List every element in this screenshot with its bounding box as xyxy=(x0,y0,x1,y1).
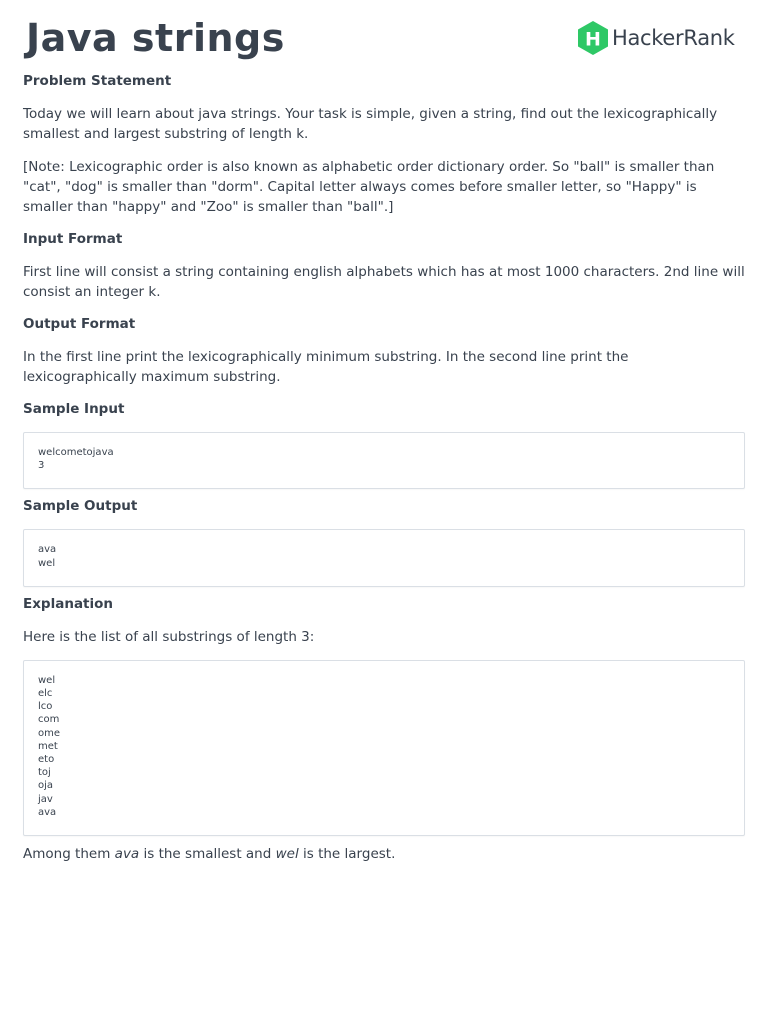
output-format-heading: Output Format xyxy=(23,316,136,332)
input-format-section xyxy=(23,230,745,302)
sample-input-section xyxy=(23,400,745,489)
sample-output-heading: Sample Output xyxy=(23,498,138,515)
code-line: eto xyxy=(38,754,55,766)
largest-substring: wel xyxy=(275,846,299,863)
explanation-conclusion xyxy=(23,844,745,864)
sample-output-section xyxy=(23,497,745,586)
output-format-section xyxy=(23,315,745,387)
code-line: oja xyxy=(38,780,54,792)
page-title: Java strings xyxy=(26,16,285,60)
code-line: toj xyxy=(38,767,51,779)
explanation-section xyxy=(23,595,745,864)
sample-output-codebox[interactable] xyxy=(23,529,745,586)
code-line: wel xyxy=(38,557,56,569)
code-line: elc xyxy=(38,688,53,700)
problem-statement-text: Today we will learn about java strings. Your task is simple, given a string, find out the lexicographically smallest and largest substring of length k. xyxy=(23,106,718,142)
explanation-heading: Explanation xyxy=(23,595,114,612)
conclusion-text: is the smallest and xyxy=(139,846,276,863)
code-line: jav xyxy=(38,793,53,805)
conclusion-text: Among them xyxy=(23,846,115,863)
hackerrank-hexagon-icon xyxy=(576,20,610,56)
lexicographic-note: [Note: Lexicographic order is also known as alphabetic order dictionary order. So "ball" is smaller than "cat", "dog" is smaller than "dorm". Capital letter always comes before smaller letter, so "Happy" is smaller than "happy" and "Zoo" is smaller than "ball".] xyxy=(23,159,715,215)
code-line: lco xyxy=(38,701,53,713)
sample-input-codebox[interactable] xyxy=(23,432,745,489)
code-line: ava xyxy=(38,806,57,818)
code-line: met xyxy=(38,740,58,752)
input-format-heading: Input Format xyxy=(23,231,123,247)
substrings-codebox[interactable] xyxy=(23,660,745,836)
problem-statement-section xyxy=(23,72,745,217)
hackerrank-logo[interactable] xyxy=(576,20,736,56)
problem-statement-heading: Problem Statement xyxy=(23,73,172,89)
problem-content xyxy=(23,72,745,877)
code-line: ava xyxy=(38,544,57,556)
logo-letter: H xyxy=(585,28,601,51)
code-line: 3 xyxy=(38,460,45,472)
code-line: ome xyxy=(38,727,61,739)
conclusion-text: is the largest. xyxy=(298,846,396,863)
code-line: welcometojava xyxy=(38,447,114,458)
code-line: com xyxy=(38,714,60,726)
smallest-substring: ava xyxy=(114,846,140,863)
explanation-intro: Here is the list of all substrings of length 3: xyxy=(23,628,315,645)
sample-input-heading: Sample Input xyxy=(23,401,125,417)
code-line: wel xyxy=(38,674,56,686)
input-format-text: First line will consist a string containing english alphabets which has at most 1000 characters. 2nd line will consist an integer k. xyxy=(23,264,745,300)
output-format-text: In the first line print the lexicographically minimum substring. In the second line print the lexicographically maximum substring. xyxy=(23,349,629,385)
brand-name: HackerRank xyxy=(612,26,735,50)
